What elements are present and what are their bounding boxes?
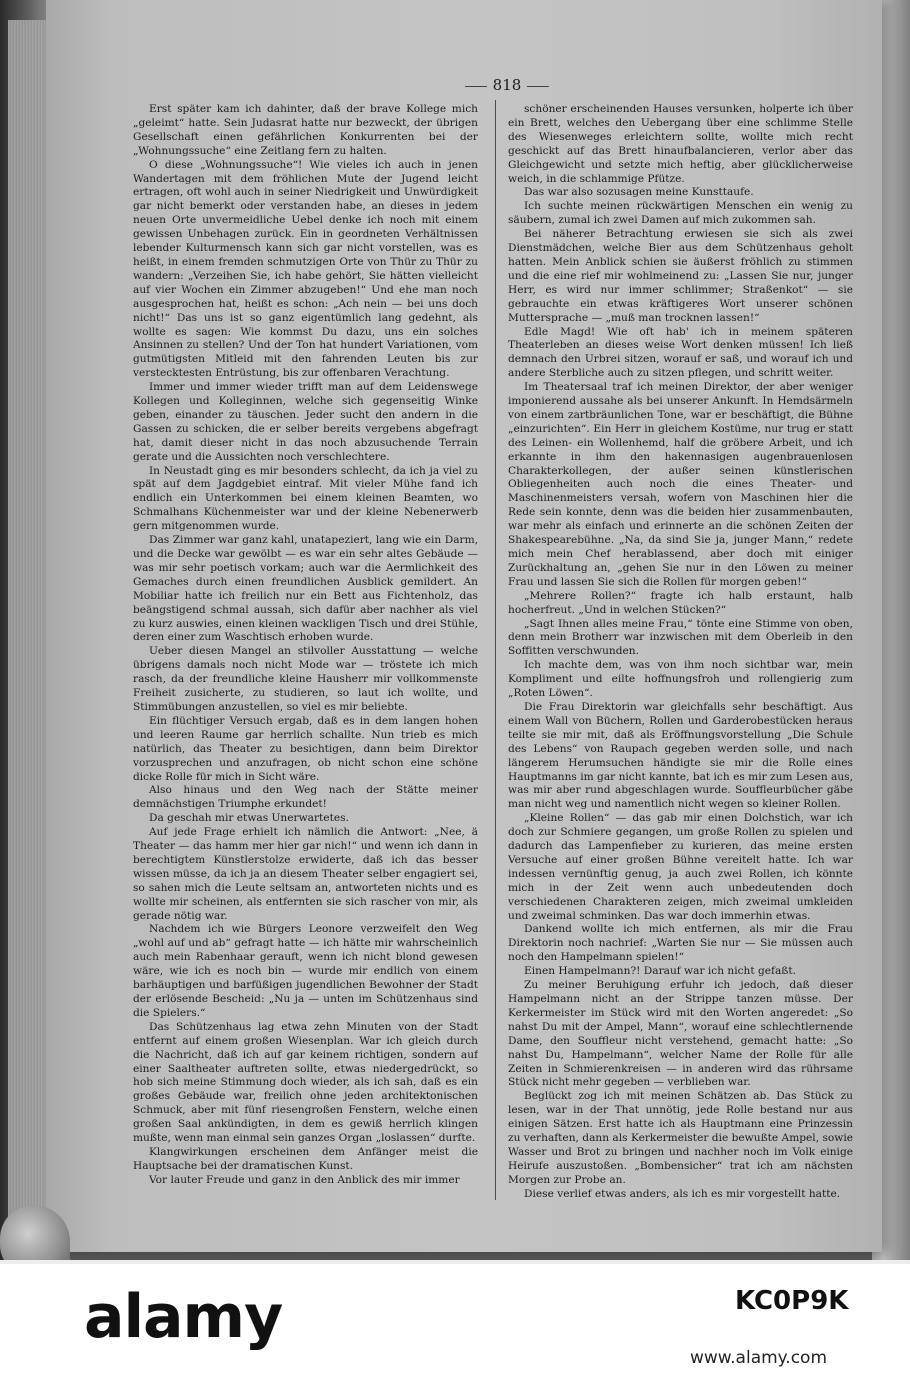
- watermark-divider: [0, 1260, 910, 1264]
- right-text-column: [508, 103, 853, 1203]
- paragraph: Klangwirkungen erscheinen dem Anfänger meist die Hauptsache bei der dramatischen Kunst.: [133, 1145, 478, 1172]
- paragraph: Das Zimmer war ganz kahl, unatapeziert, lang wie ein Darm, und die Decke war gewölbt — es war ein sehr altes Gebäude — was mir sehr poetisch vorkam; auch war die Aermlichkeit des Gemaches durch einen freundlichen Ausblick gemildert. An Mobiliar hatte ich freilich nur ein Bett aus Fichtenholz, das beängstigend schmal aussah, sich dafür aber nachher als viel zu kurz auswies, einen kleinen wackligen Tisch und drei Stühle, deren einer zum Waschtisch erhoben wurde.: [133, 534, 478, 644]
- paragraph: Das Schützenhaus lag etwa zehn Minuten von der Stadt entfernt auf einem großen Wiesenplan. War ich gleich durch die Nachricht, daß ich auf gar keinem richtigen, sondern auf einer Saaltheater auftreten sollte, etwas niedergedrückt, so hob sich meine Stimmung doch wieder, als ich sah, daß es ein großes Gebäude war, freilich ohne jeden architektonischen Schmuck, aber mit fünf riesengroßen Fenstern, welche einen großen Saal ankündigten, in dem es gewiß herrlich klingen mußte, wenn man einmal sein ganzes Organ „loslassen“ durfte.: [133, 1020, 478, 1145]
- paragraph: Zu meiner Beruhigung erfuhr ich jedoch, daß dieser Hampelmann nicht an der Strippe tanzen müsse. Der Kerkermeister im Stück wird mit den Worten angeredet: „So nahst Du mit der Ampel, Mann“, worauf eine schlechtlernende Dame, den Souffleur nicht verstehend, gemacht hatte: „So nahst Du, Hampelmann“, welcher Name der Rolle für alle Zeiten in Schmierenkreisen — in anderen wird das rührsame Stück nicht mehr gegeben — verblieben war.: [508, 979, 853, 1089]
- paragraph: Im Theatersaal traf ich meinen Direktor, der aber weniger imponierend aussahe als bei unserer Ankunft. In Hemdsärmeln von einem zartbräunlichen Tone, war er beschäftigt, die Bühne „einzurichten“. Ein Herr in gleichem Kostüme, nur trug er statt des Leinen- ein Wollenhemd, half die gröbere Arbeit, und ich erkannte in ihm den hakennasigen augenbrauenlosen Charakterkollegen, der außer seinen künstlerischen Obliegenheiten auch noch die eines Theater- und Maschinenmeisters versah, wofern von Maschinen hier die Rede sein konnte, denn was die beiden hier zusammenbauten, war mehr als einfach und erinnerte an die schönen Zeiten der Shakespearebühne. „Na, da sind Sie ja, junger Mann,“ redete mich mein Chef herablassend, aber doch mit einiger Zurückhaltung an, „gehen Sie nur in den Löwen zu meiner Frau und lassen Sie sich die Rollen für morgen geben!“: [508, 381, 853, 588]
- paragraph: Dankend wollte ich mich entfernen, als mir die Frau Direktorin noch nachrief: „Warten Sie nur — Sie müssen auch noch den Hampelmann spielen!“: [508, 923, 853, 964]
- paragraph: Das war also sozusagen meine Kunsttaufe.: [524, 186, 754, 199]
- paragraph: Beglückt zog ich mit meinen Schätzen ab. Das Stück zu lesen, war in der That unnötig, jede Rolle bestand nur aus einigen Sätzen. Erst hatte ich als Hauptmann eine Prinzessin zu verhaften, dann als Kerkermeister die bewußte Ampel, sowie Wasser und Brot zu bringen und nachher noch im Volk einige Heirufe auszustoßen. „Bombensicher“ trat ich am nächsten Morgen zur Probe an.: [508, 1090, 853, 1186]
- paragraph: Nachdem ich wie Bürgers Leonore verzweifelt den Weg „wohl auf und ab“ gefragt hatte — ich hätte mir wahrscheinlich auch mein Rabenhaar gerauft, wenn ich nicht blond gewesen wäre, wie ich es noch bin — wurde mir endlich von einem barhäuptigen und barfüßigen jugendlichen Bewohner der Stadt der erlösende Bescheid: „Nu ja — unten im Schützenhaus sind die Spielers.“: [133, 923, 478, 1019]
- left-text-column: [133, 103, 478, 1203]
- paragraph: Immer und immer wieder trifft man auf dem Leidenswege Kollegen und Kolleginnen, welche sich gegenseitig Winke geben, einander zu täuschen. Jeder sucht den andern in die Gassen zu schicken, die er selber bereits vergebens abgefragt hat, damit dieser nicht in das noch abzusuchende Terrain gerate und die Aussichten noch verschlechtere.: [133, 381, 478, 463]
- paragraph: Diese verlief etwas anders, als ich es mir vorgestellt hatte.: [524, 1187, 841, 1200]
- site-url: www.alamy.com: [690, 1348, 828, 1368]
- page-stack: [8, 20, 48, 1240]
- paragraph: Ueber diesen Mangel an stilvoller Ausstattung — welche übrigens damals noch nicht Mode war — tröstete ich mich rasch, da der freundliche kleine Hausherr mir vollkommenste Freiheit zusicherte, zu studieren, so laut ich wollte, und Stimmübungen anzustellen, so viel es mir beliebte.: [133, 645, 478, 713]
- alamy-logo: alamy: [84, 1282, 283, 1352]
- paragraph: Auf jede Frage erhielt ich nämlich die Antwort: „Nee, ä Theater — das hamm mer hier gar nich!“ und wenn ich dann in berechtigtem Künstlerstolze erwiderte, daß ich das besser wissen müsse, da ich ja an diesem Theater selber engagiert sei, so sahen mich die Leute seltsam an, antworteten nichts und es wollte mir scheinen, als entfernten sie sich rascher von mir, als gerade nötig war.: [133, 826, 478, 922]
- image-id: KC0P9K: [735, 1286, 849, 1316]
- paragraph: Ich machte dem, was von ihm noch sichtbar war, mein Kompliment und eilte hoffnungsfroh und rollengierig zum „Roten Löwen“.: [508, 659, 853, 700]
- page-number: 818: [452, 76, 562, 94]
- paragraph: Vor lauter Freude und ganz in den Anblick des mir immer: [149, 1173, 460, 1186]
- paragraph: „Mehrere Rollen?“ fragte ich halb erstaunt, halb hocherfreut. „Und in welchen Stücken?“: [508, 589, 853, 616]
- paragraph: Edle Magd! Wie oft hab' ich in meinem späteren Theaterleben an dieses weise Wort denken müssen! Ich ließ demnach den Urbrei sitzen, worauf er saß, und worauf ich und andere Sterbliche auch zu sitzen pflegen, und schritt weiter.: [508, 325, 853, 380]
- paragraph: Ich suchte meinen rückwärtigen Menschen ein wenig zu säubern, zumal ich zwei Damen auf mich zukommen sah.: [508, 200, 853, 227]
- paragraph: Da geschah mir etwas Unerwartetes.: [149, 812, 349, 825]
- paragraph: Bei näherer Betrachtung erwiesen sie sich als zwei Dienstmädchen, welche Bier aus dem Schützenhaus geholt hatten. Mein Anblick schien sie äußerst fröhlich zu stimmen und die eine rief mir wohlmeinend zu: „Lassen Sie nur, junger Herr, es wird nur immer schlimmer; Straßenkot“ — sie gebrauchte ein etwas kräftigeres Wort unserer schönen Muttersprache — „muß man trocknen lassen!“: [508, 228, 853, 324]
- stock-watermark-bar: [0, 1260, 910, 1390]
- paragraph: In Neustadt ging es mir besonders schlecht, da ich ja viel zu spät auf dem Jagdgebiet eintraf. Mit vieler Mühe fand ich endlich ein Unterkommen bei einem kleinen Beamten, wo Schmalhans Küchenmeister war und der kleine Nebenerwerb gern mitgenommen wurde.: [133, 464, 478, 533]
- paragraph: „Sagt Ihnen alles meine Frau,“ tönte eine Stimme von oben, denn mein Brotherr war inzwischen mit dem Oberleib in den Soffitten verschwunden.: [508, 617, 853, 658]
- paragraph: Die Frau Direktorin war gleichfalls sehr beschäftigt. Aus einem Wall von Büchern, Rollen und Garderobestücken heraus teilte sie mir mit, daß als Eröffnungsvorstellung „Die Schule des Lebens“ von Raupach gegeben werden solle, und nach längerem Herumsuchen händigte sie mir die Rolle eines Hauptmanns im gar nicht kannte, bat ich es mir zum Lesen aus, was mir aber rund abgeschlagen wurde. Souffleurbücher gäbe man nicht weg und namentlich nicht wegen so kleiner Rollen.: [508, 700, 853, 811]
- paragraph: Also hinaus und den Weg nach der Stätte meiner demnächstigen Triumphe erkundet!: [133, 784, 478, 811]
- column-divider: [495, 100, 496, 1200]
- paragraph: Erst später kam ich dahinter, daß der brave Kollege mich „geleimt“ hatte. Sein Judasrat hatte nur bezweckt, der übrigen Gesellschaft einen gefährlichen Konkurrenten bei der „Wohnungssuche“ eine Zeitlang fern zu halten.: [133, 103, 478, 157]
- paragraph: „Kleine Rollen“ — das gab mir einen Dolchstich, war ich doch zur Schmiere gegangen, um große Rollen zu spielen und dadurch das Lampenfieber zu kurieren, das meine ersten Versuche auf einer großen Bühne vereitelt hatte. Ich war indessen vernünftig genug, ja auch zwei Rollen, ich könnte mich in der Zeit wenn auch unbedeutenden doch verschiedenen Charakteren zeigen, mich zweimal umkleiden und zweimal schminken. Das war doch immerhin etwas.: [508, 812, 853, 922]
- paragraph: schöner erscheinenden Hauses versunken, holperte ich über ein Brett, welches den Uebergang über eine schlimme Stelle des Wiesenweges erleichtern sollte, wollte mich recht geschickt auf das Brett hinaufbalancieren, verlor aber das Gleichgewicht und setzte mich heftig, aber glücklicherweise weich, in die schlammige Pfütze.: [508, 103, 853, 185]
- paragraph: Einen Hampelmann?! Darauf war ich nicht gefaßt.: [524, 965, 796, 978]
- paragraph: Ein flüchtiger Versuch ergab, daß es in dem langen hohen und leeren Raume gar herrlich schallte. Nun trieb es mich natürlich, das Theater zu besichtigen, dann beim Direktor vorzusprechen und anzufragen, ob nicht schon eine schöne dicke Rolle für mich in Sicht wäre.: [133, 714, 478, 783]
- paragraph: O diese „Wohnungssuche“! Wie vieles ich auch in jenen Wandertagen mit dem fröhlichen Mute der Jugend leicht ertragen, oft wohl auch in seiner Niedrigkeit und Unwürdigkeit gar nicht bemerkt oder verstanden habe, an dieses in jedem neuen Orte unvermeidliche Uebel denke ich noch mit einem gewissen Unbehagen zurück. Ein in geordneten Verhältnissen lebender Kulturmensch kann sich gar nicht vorstellen, was es heißt, in einem fremden schmutzigen Orte von Thür zu Thür zu wandern: „Verzeihen Sie, ich habe gehört, Sie hätten vielleicht auf vier Wochen ein Zimmer abzugeben!“ Und ehe man noch ausgesprochen hat, heißt es schon: „Ach nein — bei uns doch nicht!“ Das uns ist so ganz eigentümlich lang gedehnt, als wollte es sagen: Wie kommst Du dazu, uns ein solches Ansinnen zu stellen? Und der Ton hat hundert Variationen, vom gutmütigsten Mitleid mit den fahrenden Leuten bis zur verstecktesten Entrüstung, bis zur offenbaren Verachtung.: [133, 158, 478, 380]
